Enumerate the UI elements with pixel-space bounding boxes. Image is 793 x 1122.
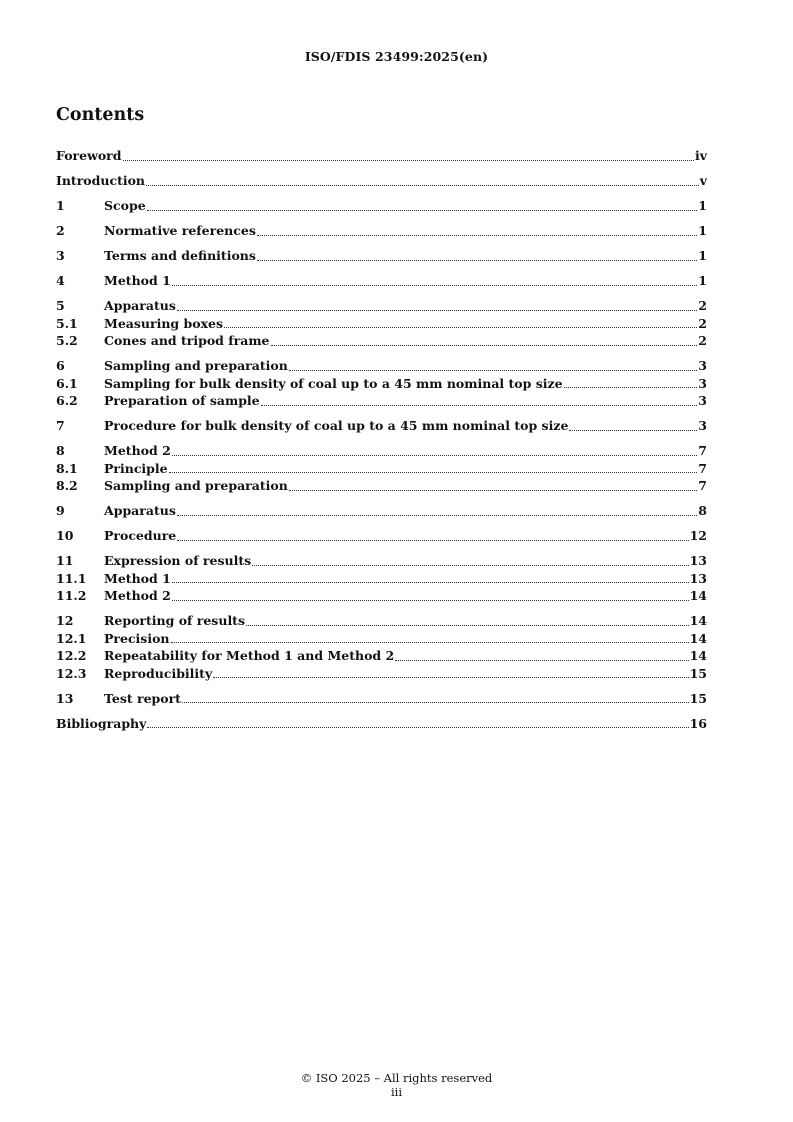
toc-entry[interactable] (56, 690, 707, 708)
toc-entry-title[interactable]: Method 2 (104, 443, 171, 458)
toc-dot-leader (271, 332, 698, 350)
toc-dot-leader (123, 147, 694, 165)
toc-entry[interactable] (56, 612, 707, 630)
toc-entry[interactable] (56, 417, 707, 435)
table-of-contents (56, 147, 707, 732)
toc-entry-number: 12 (56, 613, 74, 628)
toc-entry-page[interactable]: 3 (698, 393, 707, 408)
toc-entry[interactable] (56, 172, 707, 190)
toc-entry-title[interactable]: Bibliography (56, 715, 147, 731)
toc-entry-number: 13 (56, 690, 74, 706)
toc-entry[interactable] (56, 587, 707, 605)
toc-dot-leader (246, 612, 689, 630)
toc-entry-number: 11.2 (56, 588, 87, 603)
toc-entry-page[interactable]: 3 (698, 358, 707, 373)
toc-entry-page[interactable]: 3 (698, 418, 707, 433)
toc-entry-number: 5.2 (56, 333, 78, 348)
toc-entry-page[interactable]: 7 (698, 443, 707, 458)
toc-entry-page[interactable]: 7 (698, 460, 707, 476)
toc-entry-number: 9 (56, 503, 65, 518)
toc-entry[interactable] (56, 332, 707, 350)
toc-entry[interactable] (56, 552, 707, 570)
toc-dot-leader (169, 460, 698, 478)
toc-entry-title[interactable]: Measuring boxes (104, 315, 224, 331)
toc-entry[interactable] (56, 272, 707, 290)
toc-entry-number: 7 (56, 418, 65, 433)
toc-entry-title[interactable]: Cones and tripod frame (104, 333, 270, 348)
toc-dot-leader (147, 197, 698, 215)
toc-entry-number: 8 (56, 443, 65, 458)
toc-entry[interactable] (56, 665, 707, 683)
toc-dot-leader (224, 315, 697, 333)
toc-entry[interactable] (56, 375, 707, 393)
toc-entry-number: 11.1 (56, 570, 87, 586)
toc-entry-title[interactable]: Sampling and preparation (104, 358, 288, 373)
toc-entry-page[interactable]: 12 (689, 528, 707, 543)
toc-entry-title[interactable]: Apparatus (104, 298, 176, 313)
toc-entry-page[interactable]: 1 (698, 248, 707, 263)
toc-entry-number: 12.1 (56, 630, 87, 646)
toc-entry-number: 6.2 (56, 393, 78, 408)
toc-entry-title[interactable]: Foreword (56, 148, 122, 163)
toc-entry-title[interactable]: Reproducibility (104, 665, 213, 681)
toc-entry-title[interactable]: Principle (104, 460, 168, 476)
toc-entry-page[interactable]: 2 (698, 315, 707, 331)
toc-entry[interactable] (56, 197, 707, 215)
toc-entry-page[interactable]: 2 (698, 333, 707, 348)
toc-entry-number: 1 (56, 198, 65, 213)
toc-entry-number: 11 (56, 553, 74, 568)
toc-entry-title[interactable]: Procedure for bulk density of coal up to a 45 mm nominal top size (104, 418, 569, 433)
toc-entry-page[interactable]: 1 (698, 198, 707, 213)
toc-entry-number: 2 (56, 223, 65, 238)
toc-entry[interactable] (56, 630, 707, 648)
toc-dot-leader (172, 442, 698, 460)
toc-entry-page[interactable]: 2 (698, 298, 707, 313)
toc-entry-title[interactable]: Reporting of results (104, 613, 245, 628)
toc-entry-page[interactable]: iv (694, 148, 707, 163)
toc-entry-number: 6.1 (56, 375, 78, 391)
toc-entry-title[interactable]: Method 2 (104, 588, 171, 603)
toc-entry-number: 12.2 (56, 648, 87, 663)
page-number: iii (390, 1085, 403, 1099)
toc-entry-title[interactable]: Method 1 (104, 273, 171, 288)
toc-entry[interactable] (56, 315, 707, 333)
toc-entry-title[interactable]: Preparation of sample (104, 393, 260, 408)
toc-dot-leader (177, 527, 688, 545)
toc-entry[interactable] (56, 502, 707, 520)
toc-entry-number: 8.1 (56, 460, 78, 476)
toc-entry-title[interactable]: Terms and definitions (104, 248, 256, 263)
toc-entry[interactable] (56, 527, 707, 545)
toc-entry-page[interactable]: 3 (698, 375, 707, 391)
toc-dot-leader (171, 630, 689, 648)
toc-entry[interactable] (56, 247, 707, 265)
toc-entry-number: 8.2 (56, 478, 78, 493)
toc-entry-page[interactable]: 8 (698, 503, 707, 518)
toc-entry-page[interactable]: 14 (689, 648, 707, 663)
toc-dot-leader (289, 477, 697, 495)
toc-dot-leader (213, 665, 688, 683)
toc-entry-number: 3 (56, 248, 65, 263)
toc-entry-page[interactable]: 14 (689, 588, 707, 603)
toc-entry-title[interactable]: Apparatus (104, 503, 176, 518)
toc-entry[interactable] (56, 442, 707, 460)
toc-entry-title[interactable]: Sampling for bulk density of coal up to a 45 mm nominal top size (104, 375, 563, 391)
toc-entry-title[interactable]: Repeatability for Method 1 and Method 2 (104, 648, 395, 663)
copyright-notice: © ISO 2025 – All rights reserved (300, 1071, 493, 1085)
toc-entry-title[interactable]: Introduction (56, 173, 146, 188)
toc-entry-page[interactable]: 1 (698, 273, 707, 288)
toc-entry[interactable] (56, 647, 707, 665)
toc-entry[interactable] (56, 715, 707, 733)
toc-entry[interactable] (56, 147, 707, 165)
toc-dot-leader (395, 647, 688, 665)
toc-dot-leader (147, 715, 688, 733)
toc-entry-title[interactable]: Normative references (104, 223, 256, 238)
toc-entry-title[interactable]: Sampling and preparation (104, 478, 288, 493)
toc-dot-leader (172, 587, 689, 605)
toc-entry-title[interactable]: Precision (104, 630, 170, 646)
toc-entry-number: 5.1 (56, 315, 78, 331)
toc-entry[interactable] (56, 570, 707, 588)
toc-dot-leader (261, 392, 698, 410)
toc-dot-leader (289, 357, 697, 375)
toc-dot-leader (177, 297, 697, 315)
toc-entry-page[interactable]: 13 (689, 553, 707, 568)
toc-entry-number: 4 (56, 273, 65, 288)
toc-entry-title[interactable]: Method 1 (104, 570, 171, 586)
toc-entry-number: 10 (56, 528, 74, 543)
toc-entry-page[interactable]: 15 (689, 665, 707, 681)
toc-dot-leader (252, 552, 688, 570)
toc-entry-number: 5 (56, 298, 65, 313)
toc-entry[interactable] (56, 357, 707, 375)
toc-dot-leader (172, 272, 698, 290)
page-header: ISO/FDIS 23499:2025(en) (304, 49, 489, 64)
contents-title: Contents (56, 105, 145, 125)
page-footer (0, 1071, 793, 1099)
toc-entry-page[interactable]: 1 (698, 223, 707, 238)
toc-dot-leader (177, 502, 697, 520)
toc-entry-page[interactable]: 16 (689, 715, 707, 731)
toc-entry[interactable] (56, 477, 707, 495)
toc-entry-page[interactable]: 7 (698, 478, 707, 493)
toc-entry-title[interactable]: Procedure (104, 528, 177, 543)
toc-dot-leader (569, 417, 697, 435)
toc-entry[interactable] (56, 392, 707, 410)
toc-entry-page[interactable]: v (699, 173, 707, 188)
toc-entry-page[interactable]: 13 (689, 570, 707, 586)
toc-entry[interactable] (56, 460, 707, 478)
toc-entry-title[interactable]: Expression of results (104, 553, 252, 568)
toc-entry-title[interactable]: Scope (104, 198, 146, 213)
toc-entry-number: 6 (56, 358, 65, 373)
toc-entry-page[interactable]: 15 (689, 690, 707, 706)
toc-entry[interactable] (56, 297, 707, 315)
toc-entry[interactable] (56, 222, 707, 240)
toc-dot-leader (182, 690, 689, 708)
toc-dot-leader (257, 222, 697, 240)
toc-entry-title[interactable]: Test report (104, 690, 181, 706)
toc-dot-leader (172, 570, 689, 588)
toc-dot-leader (146, 172, 699, 190)
toc-dot-leader (564, 375, 698, 393)
toc-entry-page[interactable]: 14 (689, 613, 707, 628)
toc-dot-leader (257, 247, 697, 265)
toc-entry-number: 12.3 (56, 665, 87, 681)
toc-entry-page[interactable]: 14 (689, 630, 707, 646)
